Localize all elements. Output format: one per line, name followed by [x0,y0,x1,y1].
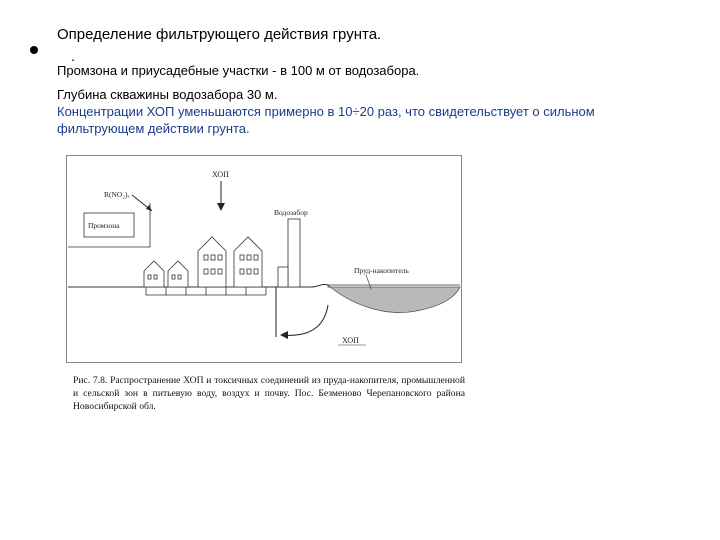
label-promzona: Промзона [88,221,120,230]
figure-caption: Рис. 7.8. Распространение ХОП и токсичных соединений из пруда-накопителя, промышленной и сельской зон в питьевую воду, воздух и почву. Пос. Безменово Черепановского района Новосибирской обл. [73,375,465,412]
label-nox: R(NO₂)ₓ [104,190,130,199]
text-line-depth: Глубина скважины водозабора 30 м. [57,87,278,102]
label-hop-bottom: ХОП [342,336,359,345]
groundwater-diagram [66,155,462,363]
bullet-dot: . [71,48,75,64]
label-vodozabor: Водозабор [274,208,308,217]
text-line-promzona: Промзона и приусадебные участки - в 100 м от водозабора. [57,63,420,78]
bullet-marker [30,46,38,54]
slide-title: Определение фильтрующего действия грунта. [57,26,382,43]
label-pond: Пруд-накопитель [354,266,409,275]
label-hop-top: ХОП [212,170,229,179]
text-line-concentration: Концентрации ХОП уменьшаются примерно в 10÷20 раз, что свидетельствует о сильном фильтрующем действии грунта. [57,104,595,136]
